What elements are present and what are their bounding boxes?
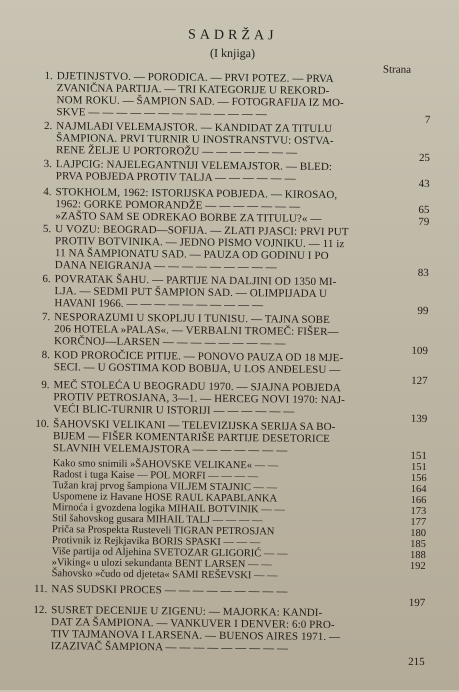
entry-line: NOM ROKU. — ŠAMPION SAD. — FOTOGRAFIJA IZ MO- (56, 94, 344, 110)
entry-line: SECI. — U GOSTIMA KOD BOBIJA, U LOS ANĐELESU — (53, 361, 341, 377)
entry-line: DANA NEIGRANJA — — — — — — — — — (54, 259, 277, 274)
subentry-page-number: 151 (410, 461, 427, 474)
subentry-text: Više partija od Aljehina SVETOZAR GLIGORIĆ — — (51, 546, 288, 560)
subentry-page-number: 188 (409, 549, 426, 562)
entry-number: 3. (43, 158, 52, 171)
toc-entry (2, 186, 459, 229)
subentry-text: »Viking« u ulozi sekundanta BENT LARSEN — — (51, 557, 272, 571)
entry-number: 6. (42, 273, 51, 286)
page-title: SADRŽAJ (187, 27, 278, 44)
entry-line: U VOZU: BEOGRAD—SOFIJA. — ZLATI PJASCI: PRVI PUT (55, 223, 349, 239)
entry-text (55, 223, 395, 275)
entry-number: 12. (33, 603, 48, 617)
entry-line: PROTIV PETROSJANA, 3—1. — HERCEG NOVI 1970: NAJ- (53, 391, 346, 407)
entry-line: MEČ STOLEĆA U BEOGRADU 1970. — SJAJNA POBJEDA (53, 379, 341, 395)
entry-number: 1. (44, 70, 53, 83)
entry-line: ŠAHOVSKI VELIKANI — TELEVIZIJSKA SERIJA SA BO- (53, 418, 336, 434)
entry-line: SUSRET DECENIJE U ZIGENU: — MAJORKA: KANDI- (51, 604, 323, 619)
entry-text (51, 583, 391, 599)
entry-line: KORČNOJ—LARSEN — — — — — — — — — (53, 335, 286, 350)
entry-line: LAJPCIG: NAJELEGANTNIJI VELEMAJSTOR. — BLED: (55, 158, 333, 174)
entry-line: TIV TAJMANOVA I LARSENA. — BUENOS AIRES 1971. — (50, 628, 341, 644)
entry-page-number: 215 (408, 655, 425, 669)
entry-line: HAVANI 1966. — — — — — — — — — — (54, 297, 264, 312)
entry-line: NAS SUDSKI PROCES — — — — — — — — — (51, 583, 288, 598)
entry-page-number-second: 79 (418, 215, 430, 229)
entry-number: 7. (41, 311, 51, 324)
subentry-text: Radost i tuga Kaise — POL MORFI — — — — (52, 469, 259, 483)
subentry-text: Uspomene iz Havane HOSE RAUL KAPABLANKA (52, 491, 278, 505)
entry-page-number: 197 (408, 596, 426, 610)
entry-page-number: 99 (417, 304, 429, 318)
entry-page-number: 25 (418, 151, 431, 165)
entry-line: LJA. — SEDMI PUT ŠAMPION SAD. — OLIMPIJADA U (54, 285, 328, 301)
subentry-page-number: 192 (409, 560, 426, 573)
entry-page-number: 127 (411, 374, 428, 388)
entry-text (55, 186, 395, 226)
entry-text (56, 120, 396, 160)
entry-line: KOD PROROČICE PITIJE. — PONOVO PAUZA OD 18 MJE- (53, 349, 344, 365)
entry-line: SLAVNIH VELEMAJSTORA — — — — — — — (52, 442, 288, 457)
entry-page-number: 109 (411, 344, 429, 358)
entry-page-number: 139 (410, 412, 428, 426)
entry-line: »ZAŠTO SAM SE ODREKAO BORBE ZA TITULU?« — (55, 210, 322, 225)
entry-page-number: 151 (410, 449, 427, 463)
entry-line: VEĆI BLIC-TURNIR U ISTORIJI — — — — — — (53, 403, 295, 418)
entry-line: PROTIV BOTVINIKA. — JEDNO PISMO VOJNIKU. — 11 iz (55, 235, 345, 251)
subentry-page-number: 177 (410, 516, 427, 529)
entry-line: NESPORAZUMI U SKOPLJU I TUNISU. — TAJNA SOBE (54, 311, 331, 327)
entry-line: 206 HOTELA »PALAS«. — VERBALNI TROMEČ: FIŠER— (54, 323, 339, 339)
subentry-page-number: 180 (410, 527, 427, 540)
entry-page-number: 65 (418, 203, 430, 217)
subentry-page-number: 156 (410, 472, 427, 485)
entry-text (51, 604, 391, 656)
entry-number: 8. (41, 349, 50, 362)
entry-line: SKVE — — — — — — — — — — — — — (56, 106, 267, 121)
entry-line: POVRATAK ŠAHU. — PARTIJE NA DALJINI OD 1350 MI- (54, 273, 337, 289)
entry-line: ŠAMPIONA. PRVI TURNIR U INOSTRANSTVU: OSTVA- (56, 132, 334, 148)
subentry-text: Šahovsko »čudo od djeteta« SAMI REŠEVSKI — — (51, 568, 278, 582)
entry-line: 1962: GORKE POMORANDŽE — — — — — — — (55, 198, 301, 213)
subentry-text: Priča sa Prospekta Rusteveli TIGRAN PETROSJAN (51, 524, 275, 538)
toc-entry (0, 603, 456, 669)
entry-number: 2. (43, 120, 53, 133)
entry-line: DJETINJSTVO. — PORODICA. — PRVI POTEZ. — PRVA (56, 70, 334, 86)
strana-label: Strana (382, 63, 412, 76)
subentry-page-number: 173 (410, 505, 427, 518)
entry-number: 10. (35, 417, 50, 431)
subentry-page-number: 164 (410, 483, 427, 496)
entry-text (56, 158, 396, 186)
entry-number: 9. (41, 379, 50, 392)
entry-line: NAJMLAĐI VELEMAJSTOR. — KANDIDAT ZA TITULU (56, 120, 333, 136)
entry-page-number: 83 (417, 266, 429, 280)
entry-text (53, 379, 393, 419)
subentry-page-number: 166 (410, 494, 427, 507)
entry-text (54, 349, 394, 377)
entry-text (54, 311, 394, 351)
entry-line: ZVANIČNA PARTIJA. — TRI KATEGORIJE U REKORD- (56, 82, 330, 98)
subentry-text: Tužan kraj prvog šampiona VILJEM STAJNIC — — (52, 480, 278, 494)
entry-text (54, 273, 394, 313)
page-subtitle: (I knjiga) (209, 45, 256, 61)
entry-line: DAT ZA ŠAMPIONA. — VANKUVER I DENVER: 6:0 PRO- (51, 616, 335, 632)
entry-text (56, 70, 396, 122)
subentry-text: Kako smo snimili »ŠAHOVSKE VELIKANE« — — (52, 458, 279, 472)
entry-page-number: 43 (418, 177, 430, 191)
entry-line: PRVA POBJEDA PROTIV TALJA — — — — — — (55, 170, 296, 185)
entry-line: STOKHOLM, 1962: ISTORIJSKA POBJEDA. — KIROSAO, (55, 186, 338, 202)
subentry-text: Protivnik iz Rejkjavika BORIS SPASKI — — — (51, 535, 261, 549)
subentry-page-number: 185 (410, 538, 426, 551)
entry-number: 11. (34, 582, 48, 596)
entry-text (53, 418, 393, 458)
entry-number: 4. (43, 186, 52, 199)
entry-line: RENE ŽELJE U PORTOROŽU — — — — — — — (55, 144, 298, 159)
subentry-text: Stil šahovskog gusara MIHAIL TALJ — — — — (52, 513, 263, 527)
entry-line: IZAZIVAČ ŠAMPIONA — — — — — — — — — (50, 640, 289, 655)
entry-line: BIJEM — FIŠER KOMENTARIŠE PARTIJE DESETORICE (52, 430, 331, 446)
entry-line: 11 NA ŠAMPIONATU SAD. — PAUZA OD GODINU I PO (54, 247, 329, 263)
entry-page-number: 7 (424, 114, 431, 127)
subentry-text: Mirnoća i gvozdena logika MIHAIL BOTVINIK — — (52, 502, 285, 516)
entry-number: 5. (42, 223, 52, 236)
